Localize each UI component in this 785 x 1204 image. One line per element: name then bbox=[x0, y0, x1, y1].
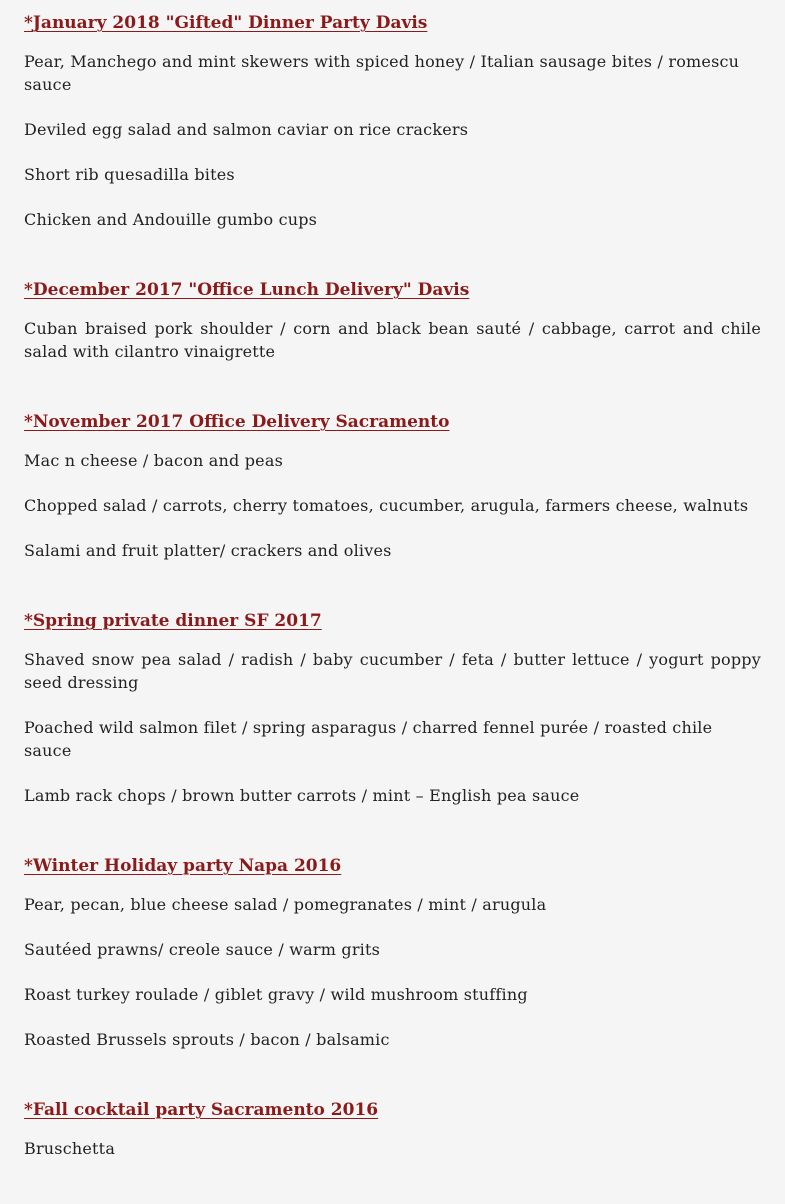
menu-item: Salami and fruit platter/ crackers and olives bbox=[24, 541, 392, 560]
menu-item: Roasted Brussels sprouts / bacon / balsamic bbox=[24, 1030, 390, 1049]
menu-item: Cuban braised pork shoulder / corn and black bean sauté / cabbage, carrot and chile salad with cilantro vinaigrette bbox=[24, 319, 761, 361]
event-section-spring-2017 bbox=[24, 606, 761, 807]
menu-item: Chopped salad / carrots, cherry tomatoes, cucumber, arugula, farmers cheese, walnuts bbox=[24, 496, 749, 515]
event-heading[interactable]: *December 2017 "Office Lunch Delivery" Davis bbox=[24, 280, 470, 300]
event-section-winter-2016 bbox=[24, 851, 761, 1051]
event-heading[interactable]: *November 2017 Office Delivery Sacramento bbox=[24, 412, 450, 432]
menu-list bbox=[24, 8, 761, 1204]
event-heading[interactable]: *Winter Holiday party Napa 2016 bbox=[24, 856, 342, 876]
menu-item: Short rib quesadilla bites bbox=[24, 165, 235, 184]
event-section-nov-2017 bbox=[24, 407, 761, 562]
menu-item: Pear, pecan, blue cheese salad / pomegranates / mint / arugula bbox=[24, 895, 547, 914]
event-section-dec-2017 bbox=[24, 275, 761, 363]
menu-item: Sautéed prawns/ creole sauce / warm grits bbox=[24, 940, 381, 959]
menu-item: Chicken and Andouille gumbo cups bbox=[24, 210, 318, 229]
event-section-jan-2018 bbox=[24, 8, 761, 231]
menu-item: Lamb rack chops / brown butter carrots / mint – English pea sauce bbox=[24, 786, 580, 805]
event-heading[interactable]: *Spring private dinner SF 2017 bbox=[24, 611, 322, 631]
menu-item: Bruschetta bbox=[24, 1139, 116, 1158]
menu-item: Pear, Manchego and mint skewers with spiced honey / Italian sausage bites / romescu sauce bbox=[24, 52, 740, 94]
menu-item: Deviled egg salad and salmon caviar on rice crackers bbox=[24, 120, 469, 139]
menu-item: Shaved snow pea salad / radish / baby cucumber / feta / butter lettuce / yogurt poppy seed dressing bbox=[24, 650, 761, 692]
event-heading[interactable]: *January 2018 "Gifted" Dinner Party Davis bbox=[24, 13, 428, 33]
menu-item: Mac n cheese / bacon and peas bbox=[24, 451, 284, 470]
menu-item: Roast turkey roulade / giblet gravy / wild mushroom stuffing bbox=[24, 985, 528, 1004]
event-heading[interactable]: *Fall cocktail party Sacramento 2016 bbox=[24, 1100, 379, 1120]
menu-item: Poached wild salmon filet / spring asparagus / charred fennel purée / roasted chile sauce bbox=[24, 718, 713, 760]
event-section-fall-2016 bbox=[24, 1095, 761, 1160]
